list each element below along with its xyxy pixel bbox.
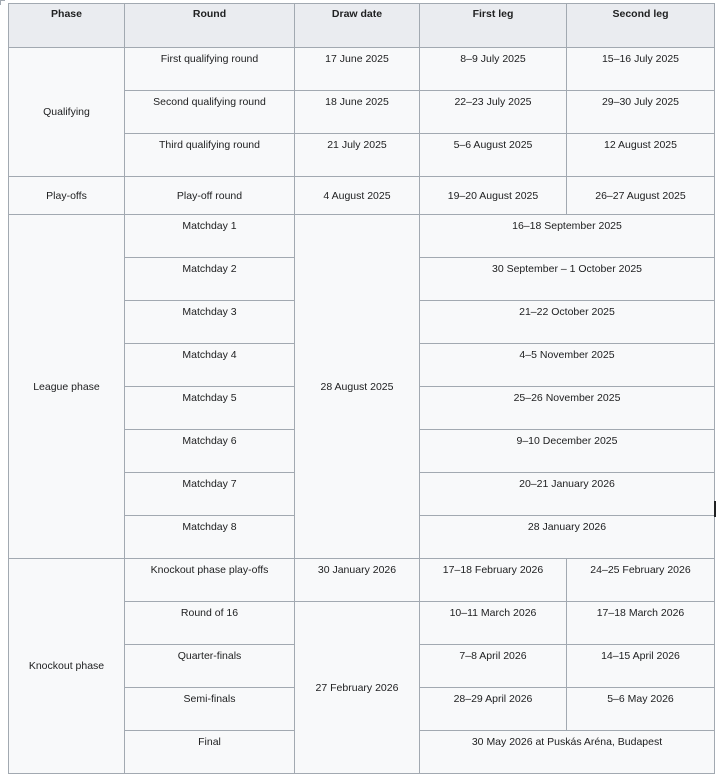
round-cell: Final	[125, 731, 295, 774]
header-draw-date: Draw date	[295, 4, 420, 48]
second-leg-cell: 5–6 May 2026	[567, 688, 715, 731]
round-cell: Matchday 6	[125, 430, 295, 473]
round-cell: Matchday 7	[125, 473, 295, 516]
table-row	[9, 177, 715, 215]
second-leg-cell: 17–18 March 2026	[567, 602, 715, 645]
round-cell: Matchday 8	[125, 516, 295, 559]
round-cell: Second qualifying round	[125, 91, 295, 134]
first-leg-cell: 28–29 April 2026	[420, 688, 567, 731]
second-leg-cell: 24–25 February 2026	[567, 559, 715, 602]
table-row	[9, 559, 715, 602]
matchday-date-cell: 16–18 September 2025	[420, 215, 715, 258]
first-leg-cell: 17–18 February 2026	[420, 559, 567, 602]
phase-cell-league: League phase	[9, 215, 125, 559]
round-cell: Matchday 5	[125, 387, 295, 430]
phase-cell-knockout: Knockout phase	[9, 559, 125, 774]
matchday-date-cell: 21–22 October 2025	[420, 301, 715, 344]
round-cell: Matchday 2	[125, 258, 295, 301]
header-phase: Phase	[9, 4, 125, 48]
table-row	[9, 215, 715, 258]
header-row	[9, 4, 715, 48]
matchday-date-cell: 4–5 November 2025	[420, 344, 715, 387]
header-round: Round	[125, 4, 295, 48]
second-leg-cell: 14–15 April 2026	[567, 645, 715, 688]
round-cell: Matchday 4	[125, 344, 295, 387]
first-leg-cell: 7–8 April 2026	[420, 645, 567, 688]
first-leg-cell: 10–11 March 2026	[420, 602, 567, 645]
first-leg-cell: 8–9 July 2025	[420, 48, 567, 91]
draw-date-cell-league: 28 August 2025	[295, 215, 420, 559]
second-leg-cell: 15–16 July 2025	[567, 48, 715, 91]
round-cell: Matchday 1	[125, 215, 295, 258]
phase-cell-qualifying: Qualifying	[9, 48, 125, 177]
draw-date-cell: 21 July 2025	[295, 134, 420, 177]
header-first-leg: First leg	[420, 4, 567, 48]
draw-date-cell: 18 June 2025	[295, 91, 420, 134]
round-cell: Round of 16	[125, 602, 295, 645]
round-cell: Knockout phase play-offs	[125, 559, 295, 602]
matchday-date-cell: 20–21 January 2026	[420, 473, 715, 516]
round-cell: Matchday 3	[125, 301, 295, 344]
round-cell: Third qualifying round	[125, 134, 295, 177]
first-leg-cell: 19–20 August 2025	[420, 177, 567, 215]
round-cell: Semi-finals	[125, 688, 295, 731]
matchday-date-cell: 30 September – 1 October 2025	[420, 258, 715, 301]
second-leg-cell: 26–27 August 2025	[567, 177, 715, 215]
matchday-date-cell: 28 January 2026	[420, 516, 715, 559]
round-cell: Play-off round	[125, 177, 295, 215]
draw-date-cell: 17 June 2025	[295, 48, 420, 91]
draw-date-cell: 4 August 2025	[295, 177, 420, 215]
matchday-date-cell: 25–26 November 2025	[420, 387, 715, 430]
phase-cell-playoffs: Play-offs	[9, 177, 125, 215]
matchday-date-cell: 9–10 December 2025	[420, 430, 715, 473]
corner-mark	[0, 0, 5, 5]
table-row	[9, 48, 715, 91]
first-leg-cell: 22–23 July 2025	[420, 91, 567, 134]
final-date-cell: 30 May 2026 at Puskás Aréna, Budapest	[420, 731, 715, 774]
round-cell: Quarter-finals	[125, 645, 295, 688]
draw-date-cell-knockout: 27 February 2026	[295, 602, 420, 774]
first-leg-cell: 5–6 August 2025	[420, 134, 567, 177]
schedule-table	[8, 3, 715, 774]
second-leg-cell: 12 August 2025	[567, 134, 715, 177]
draw-date-cell: 30 January 2026	[295, 559, 420, 602]
text-cursor-mark	[714, 501, 716, 517]
second-leg-cell: 29–30 July 2025	[567, 91, 715, 134]
round-cell: First qualifying round	[125, 48, 295, 91]
header-second-leg: Second leg	[567, 4, 715, 48]
